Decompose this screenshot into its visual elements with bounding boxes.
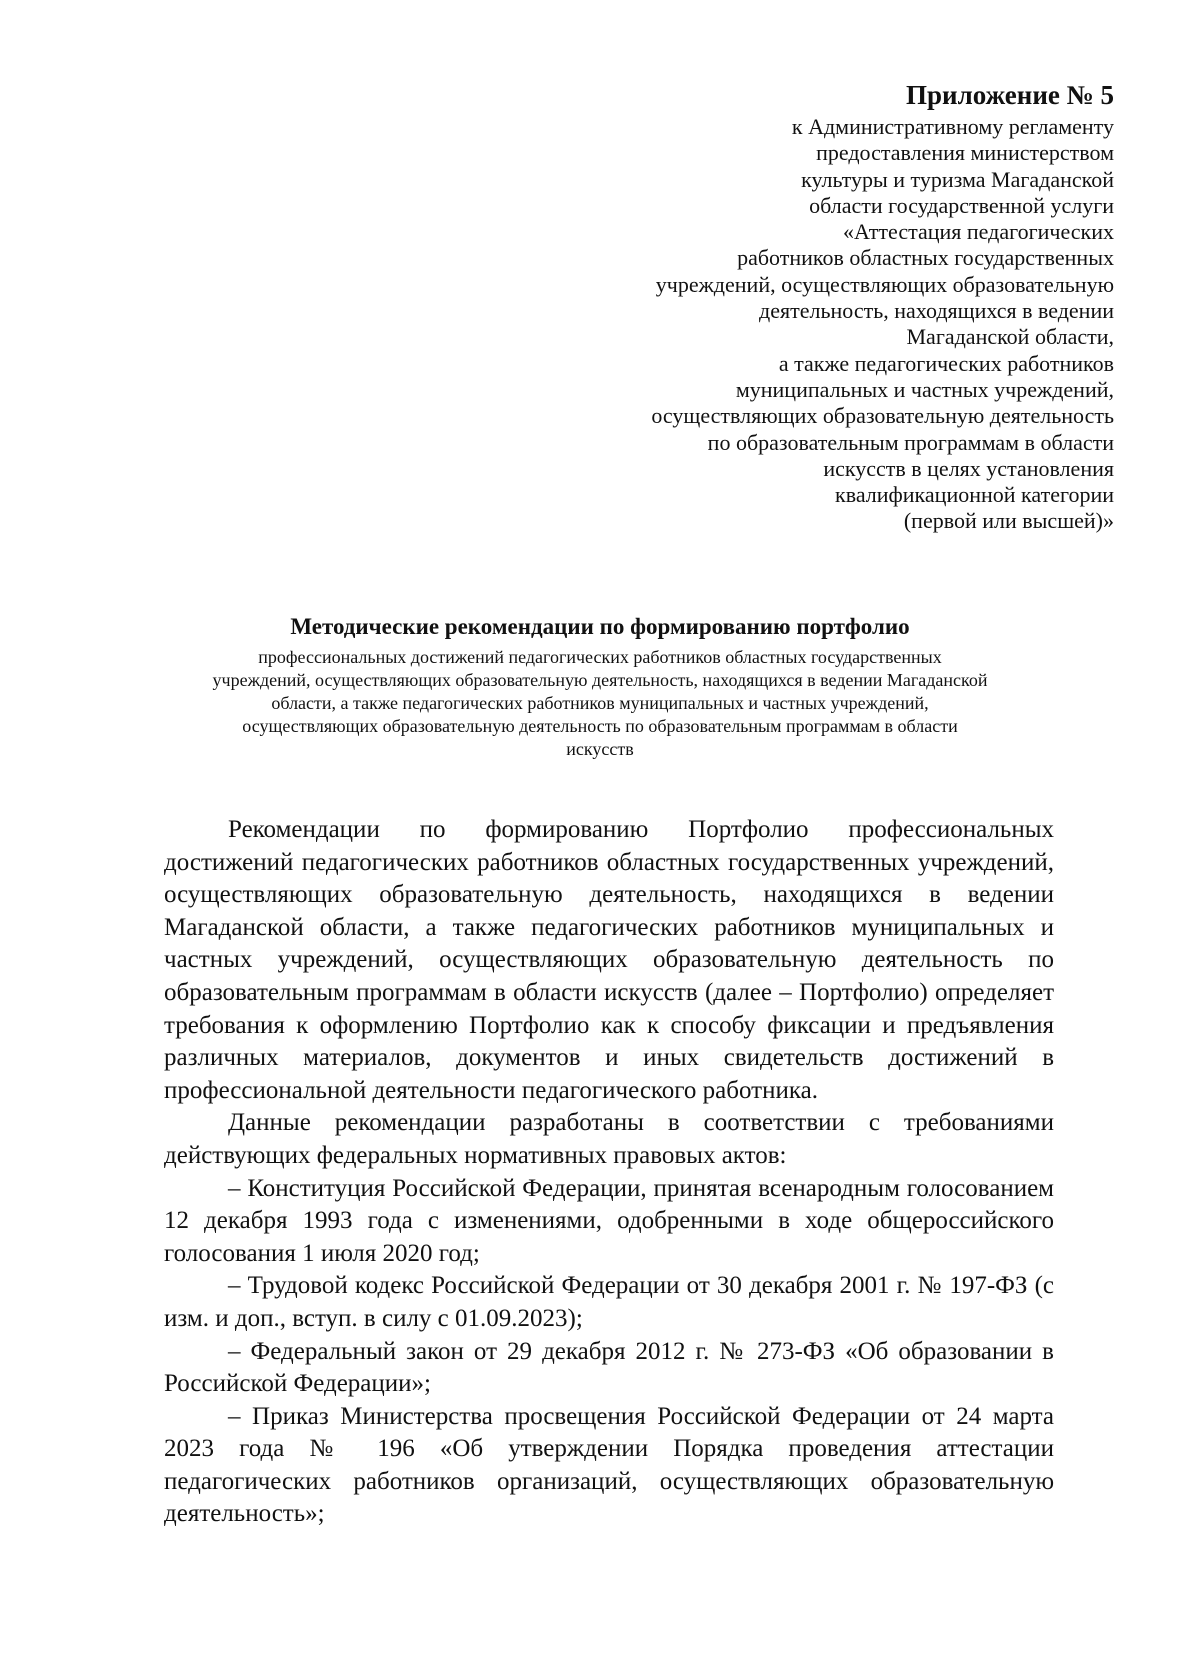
body-paragraph: Данные рекомендации разработаны в соответствии с требованиями действующих федеральных нормативных правовых актов:: [164, 1109, 1054, 1169]
subtitle-line: профессиональных достижений педагогических работников областных государственных: [258, 647, 942, 667]
subtitle-line: области, а также педагогических работников муниципальных и частных учреждений,: [271, 693, 929, 713]
appendix-line: Магаданской области,: [906, 324, 1114, 350]
list-item: – Приказ Министерства просвещения Российской Федерации от 24 марта 2023 года № 196 «Об утверждении Порядка проведения аттестации педагогических работников организаций, осуществляющих образовательную деятельность»;: [164, 1402, 1054, 1528]
appendix-line: квалификационной категории: [835, 482, 1114, 508]
appendix-line: деятельность, находящихся в ведении: [759, 298, 1114, 324]
list-item: – Трудовой кодекс Российской Федерации от 30 декабря 2001 г. № 197-ФЗ (с изм. и доп., вступ. в силу с 01.09.2023);: [164, 1272, 1054, 1332]
document-subtitle: [150, 646, 1050, 761]
appendix-line: предоставления министерством: [816, 140, 1114, 166]
appendix-line: учреждений, осуществляющих образовательную: [655, 271, 1114, 297]
appendix-line: к Административному регламенту: [791, 114, 1114, 139]
subtitle-line: искусств: [566, 739, 634, 759]
subtitle-line: учреждений, осуществляющих образовательную деятельность, находящихся в ведении Магаданской: [212, 670, 988, 690]
document-heading: [150, 612, 1050, 761]
appendix-line: культуры и туризма Магаданской: [801, 166, 1114, 192]
body-paragraph: Рекомендации по формированию Портфолио профессиональных достижений педагогических работников областных государственных учреждений, осуществляющих образовательную деятельность, находящихся в ведении Магаданской области, а также педагогических работников муниципальных и частных учреждений, осуществляющих образовательную деятельность по образовательным программам в области искусств (далее – Портфолио) определяет требования к оформлению Портфолио как к способу фиксации и предъявления различных материалов, документов и иных свидетельств достижений в профессиональной деятельности педагогического работника.: [164, 816, 1054, 1104]
appendix-line: работников областных государственных: [737, 245, 1114, 271]
appendix-title: Приложение № 5: [906, 80, 1114, 110]
document-title: Методические рекомендации по формированию портфолио: [290, 614, 910, 639]
appendix-line: осуществляющих образовательную деятельность: [651, 403, 1114, 429]
list-item: – Федеральный закон от 29 декабря 2012 г. № 273-ФЗ «Об образовании в Российской Федерации»;: [164, 1337, 1054, 1398]
appendix-line: муниципальных и частных учреждений,: [735, 376, 1114, 402]
subtitle-line: осуществляющих образовательную деятельность по образовательным программам в области: [242, 716, 958, 736]
appendix-line: (первой или высшей)»: [903, 508, 1114, 534]
appendix-header: [554, 78, 1114, 535]
appendix-line: а также педагогических работников: [778, 350, 1114, 376]
document-body: [164, 814, 1054, 1531]
appendix-line: искусств в целях установления: [823, 455, 1114, 481]
appendix-line: по образовательным программам в области: [707, 429, 1114, 455]
list-item: – Конституция Российской Федерации, принятая всенародным голосованием 12 декабря 1993 года с изменениями, одобренными в ходе общероссийского голосования 1 июля 2020 год;: [164, 1174, 1054, 1267]
appendix-line: «Аттестация педагогических: [843, 219, 1114, 245]
appendix-reference: [554, 114, 1114, 535]
appendix-line: области государственной услуги: [809, 192, 1114, 218]
